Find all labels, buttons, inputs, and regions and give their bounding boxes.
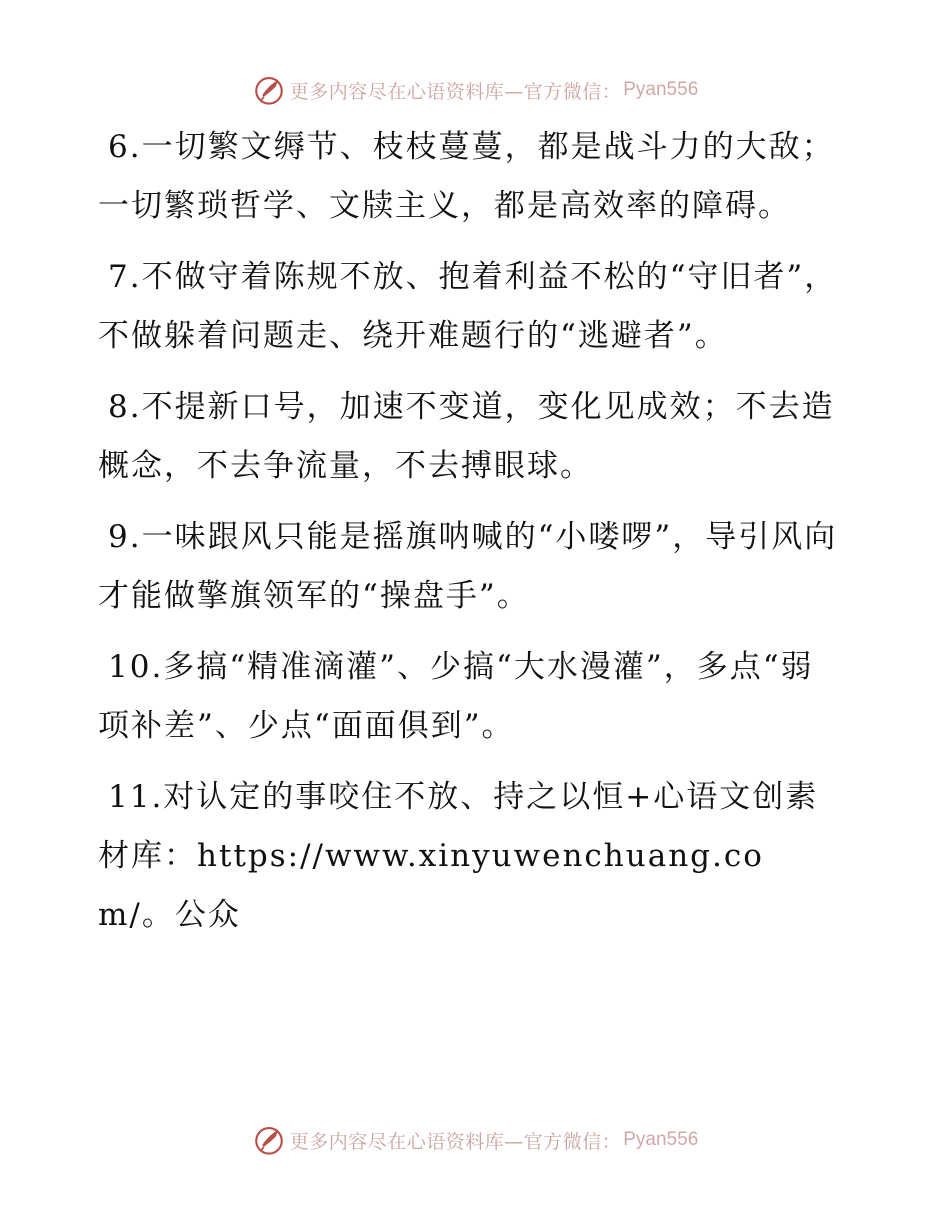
- watermark-text: 更多内容尽在心语资料库—官方微信：: [289, 80, 622, 103]
- watermark-wechat-id: Pyan556: [623, 79, 699, 100]
- paragraph-7: 7.不做守着陈规不放、抱着利益不松的“守旧者”，不做躲着问题走、绕开难题行的“逃避者”。: [98, 259, 838, 354]
- paragraph-8: 8.不提新口号，加速不变道，变化见成效；不去造概念，不去争流量，不去搏眼球。: [98, 389, 835, 484]
- document-body: [98, 118, 838, 957]
- paragraph-6: 6.一切繁文缛节、枝枝蔓蔓，都是战斗力的大敌；一切繁琐哲学、文牍主义，都是高效率的障碍。: [98, 129, 835, 224]
- brand-logo-icon: [252, 1123, 286, 1157]
- paragraph-9: 9.一味跟风只能是摇旗呐喊的“小喽啰”，导引风向才能做擎旗领军的“操盘手”。: [98, 519, 838, 614]
- watermark-text: 更多内容尽在心语资料库—官方微信：: [289, 1130, 622, 1153]
- brand-logo-icon: [252, 73, 286, 107]
- footer-watermark: [0, 1120, 950, 1160]
- watermark-wechat-id: Pyan556: [623, 1129, 699, 1150]
- paragraph-10: 10.多搞“精准滴灌”、少搞“大水漫灌”，多点“弱项补差”、少点“面面俱到”。: [98, 649, 814, 744]
- paragraph-11: 11.对认定的事咬住不放、持之以恒+心语文创素材库：https://www.xinyuwenchuang.com/。公众: [98, 779, 819, 933]
- header-watermark: [0, 70, 950, 110]
